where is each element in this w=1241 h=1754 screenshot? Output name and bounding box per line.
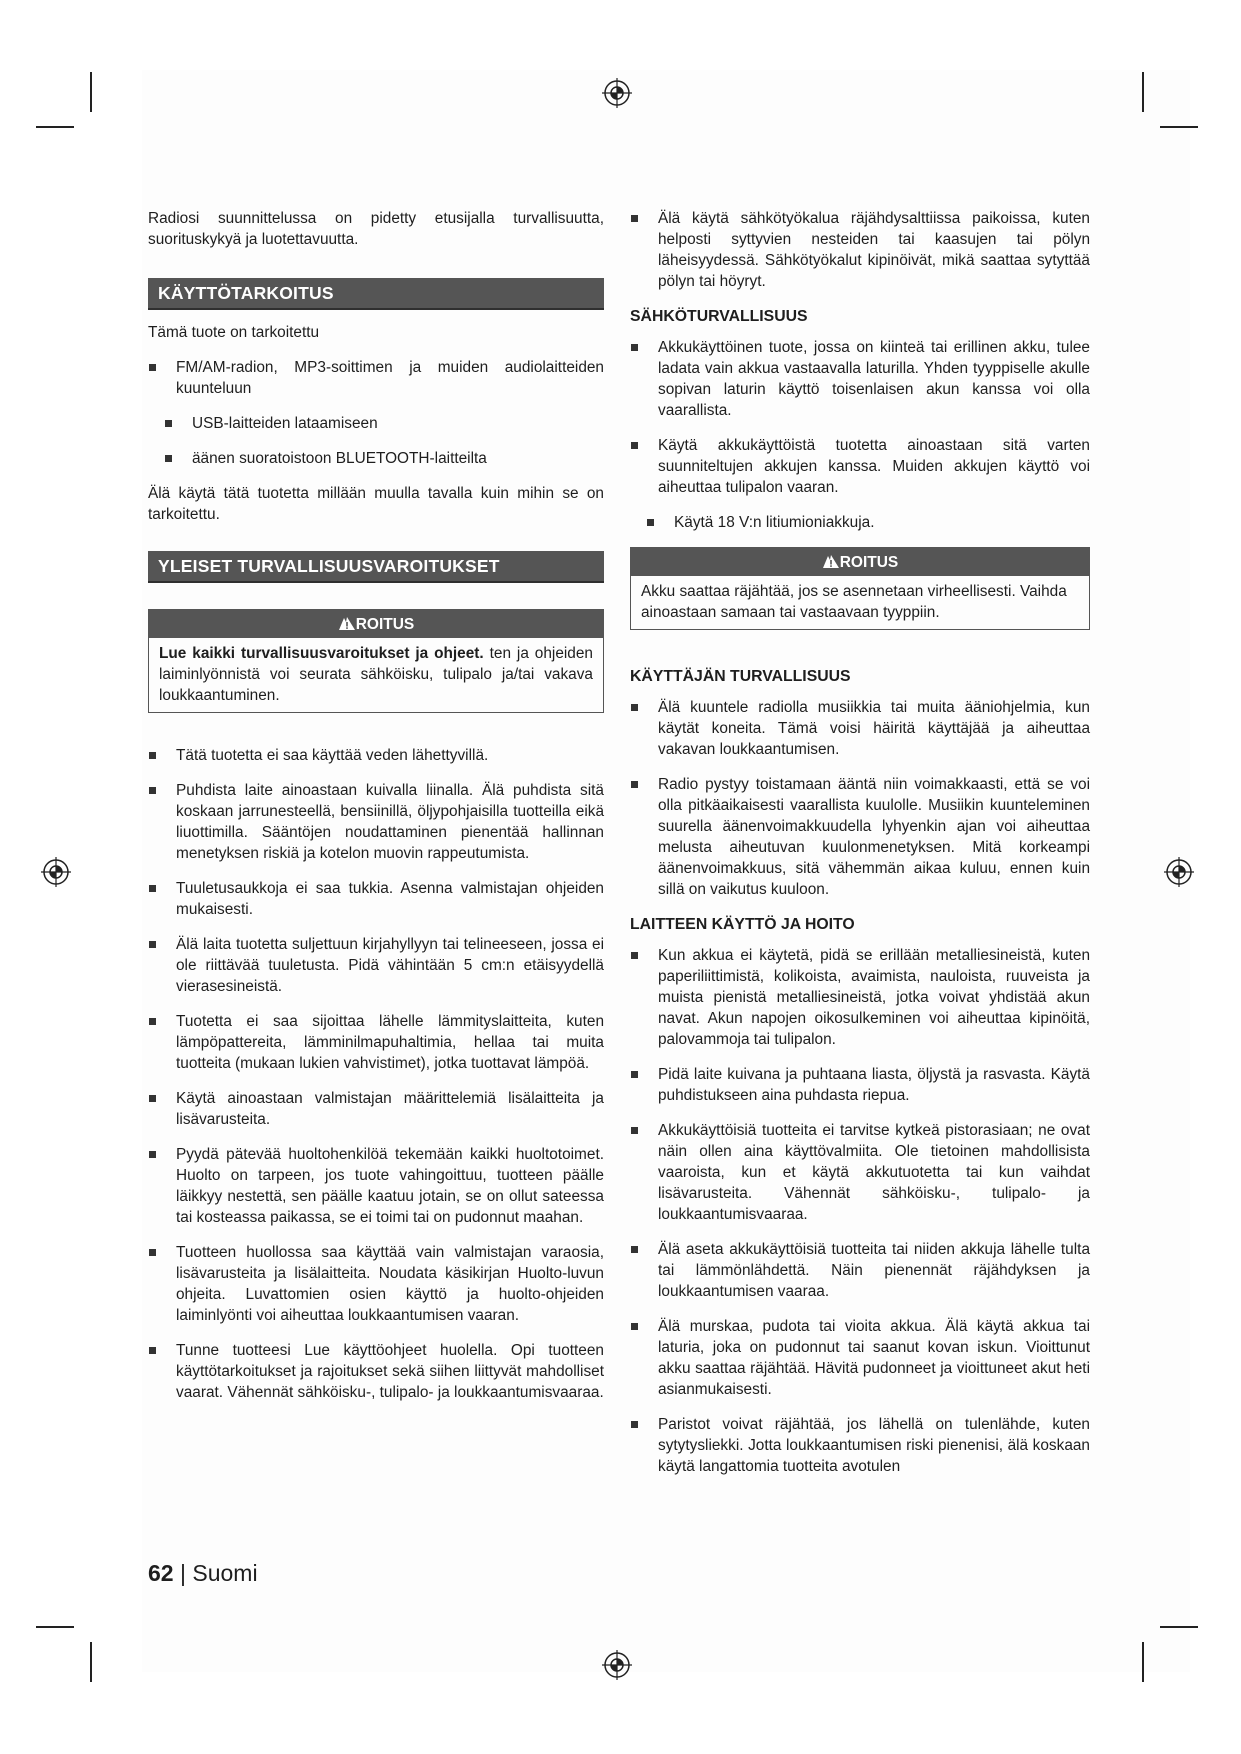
safety-list xyxy=(148,745,604,1403)
list-item: Tuotteen huollossa saa käyttää vain valmistajan varaosia, lisävarusteita ja lisälaitteita. Noudata käsikirjan Huolto-luvun ohjeita. Luvattomien osien käyttö ja huolto-ohjeiden laiminlyönti voi aiheuttaa loukkaantumisen vaaran. xyxy=(148,1242,604,1326)
intro-text: Radiosi suunnittelussa on pidetty etusijalla turvallisuutta, suorituskykyä ja luotettavuutta. xyxy=(148,210,604,248)
list-item: Akkukäyttöisiä tuotteita ei tarvitse kytkeä pistorasiaan; ne ovat näin ollen aina käyttövalmiita. Ole tietoinen mahdollisista vaaroista, kun et käytä akkutuotetta tai kun vaihdat lisävarusteita. Vähennät sähköisku-, tulipalo- ja loukkaantumisvaaraa. xyxy=(630,1120,1090,1225)
warning-bold-text: Lue kaikki turvallisuusvaroitukset ja ohjeet. xyxy=(159,645,484,662)
list-item: Tuotetta ei saa sijoittaa lähelle lämmityslaitteita, kuten lämpöpattereita, lämminilmapuhaltimia, hellaa tai muita tuotteita (mukaan lukien vahvistimet), jotka tuottavat lämpöä. xyxy=(148,1011,604,1074)
warning-title: ROITUS xyxy=(355,616,415,633)
list-item: USB-laitteiden lataamiseen xyxy=(148,413,604,434)
list-item: Paristot voivat räjähtää, jos lähellä on tulenlähde, kuten sytytysliekki. Jotta loukkaantumisen riski pienenisi, älä koskaan käytä langattomia tuotteita avotulen xyxy=(630,1414,1090,1477)
registration-mark-icon xyxy=(41,857,71,887)
list-item: Pidä laite kuivana ja puhtaana liasta, öljystä ja rasvasta. Käytä puhdistukseen aina puhdasta riepua. xyxy=(630,1064,1090,1106)
page-number: 62 xyxy=(148,1560,174,1586)
crop-mark xyxy=(90,1642,92,1682)
section-heading-purpose: KÄYTTÖTARKOITUS xyxy=(148,278,604,310)
list-item: Radio pystyy toistamaan ääntä niin voimakkaasti, että se voi olla pitkäaikaisesti vaarallista kuulolle. Musiikin kuunteleminen suurella äänenvoimakkuudella lyhyenkin ajan voi aiheuttaa melusta aiheutuvan kuulonmenetyksen. Mitä korkeampi äänenvoimakkuus, sitä vähemmän aikaa kuluu, ennen kuin sillä on vaikutus kuuloon. xyxy=(630,774,1090,900)
list-item: Käytä 18 V:n litiumioniakkuja. xyxy=(630,512,1090,533)
purpose-outro: Älä käytä tätä tuotetta millään muulla tavalla kuin mihin se on tarkoitettu. xyxy=(148,485,604,523)
list-item: Älä kuuntele radiolla musiikkia tai muita ääniohjelmia, kun käytät koneita. Tämä voisi häiritä käyttäjää ja aiheuttaa vakavan loukkaantumisen. xyxy=(630,697,1090,760)
list-item: Älä murskaa, pudota tai vioita akkua. Älä käytä akkua tai laturia, joka on pudonnut tai saanut kovan iskun. Vioittunut akku saattaa räjähtää. Hävitä pudonneet ja vioittuneet akut heti asianmukaisesti. xyxy=(630,1316,1090,1400)
list-item: FM/AM-radion, MP3-soittimen ja muiden audiolaitteiden kuunteluun xyxy=(148,357,604,399)
warning-box xyxy=(148,609,604,713)
list-item: Tuuletusaukkoja ei saa tukkia. Asenna valmistajan ohjeiden mukaisesti. xyxy=(148,878,604,920)
list-item: Kun akkua ei käytetä, pidä se erillään metalliesineistä, kuten paperiliittimistä, kolikoista, avaimista, nauloista, ruuveista ja muista pienistä metalliesineistä, jotka voivat yhdistää akun navat. Akun napojen oikosulkeminen voi aiheuttaa kipinöitä, palovammoja tai tulipalon. xyxy=(630,945,1090,1050)
list-item: äänen suoratoistoon BLUETOOTH-laitteilta xyxy=(148,448,604,469)
list-item: Älä käytä sähkötyökalua räjähdysalttiissa paikoissa, kuten helposti syttyvien nesteiden tai kaasujen tai pölyn läheisyydessä. Sähkötyökalut kipinöivät, mikä saattaa sytyttää pölyn tai höyryt. xyxy=(630,208,1090,292)
care-list xyxy=(630,945,1090,1477)
warning-body xyxy=(149,638,603,712)
crop-mark xyxy=(36,1626,74,1628)
purpose-list xyxy=(148,357,604,469)
list-item: Akkukäyttöinen tuote, jossa on kiinteä tai erillinen akku, tulee ladata vain akkua vastaavalla laturilla. Yhden tyyppiselle akulle sopivan laturin käyttö toisenlaisen akun kanssa voi olla vaarallista. xyxy=(630,337,1090,421)
list-item: Puhdista laite ainoastaan kuivalla liinalla. Älä puhdista sitä koskaan jarrunesteellä, bensiinillä, öljypohjaisilla tuotteilla eikä liuottimilla. Sääntöjen noudattaminen pienentää hallinnan menetyksen riskiä ja kotelon muovin rappeutumista. xyxy=(148,780,604,864)
purpose-intro: Tämä tuote on tarkoitettu xyxy=(148,324,320,341)
registration-mark-icon xyxy=(602,78,632,108)
warning-triangle-icon xyxy=(338,616,356,631)
warning-box xyxy=(630,547,1090,630)
warning-text: ten ja ohjeiden laiminlyönnistä voi seurata sähköisku, tulipalo ja/tai vakava loukkaantuminen. xyxy=(159,645,593,704)
section-heading-safety: YLEISET TURVALLISUUSVAROITUKSET xyxy=(148,551,604,583)
warning-header xyxy=(149,610,603,638)
warning-header xyxy=(631,548,1089,576)
user-list xyxy=(630,697,1090,900)
crop-mark xyxy=(1160,126,1198,128)
section-heading-care: LAITTEEN KÄYTTÖ JA HOITO xyxy=(630,916,855,933)
electrical-list xyxy=(630,337,1090,533)
footer-separator: | xyxy=(173,1560,193,1586)
section-heading-user: KÄYTTÄJÄN TURVALLISUUS xyxy=(630,668,851,685)
section-heading-electrical: SÄHKÖTURVALLISUUS xyxy=(630,308,808,325)
registration-mark-icon xyxy=(602,1650,632,1680)
list-item: Älä aseta akkukäyttöisiä tuotteita tai niiden akkuja lähelle tulta tai lämmönlähdettä. Näin pienennät räjähdyksen ja loukkaantumisen vaaraa. xyxy=(630,1239,1090,1302)
crop-mark xyxy=(1142,72,1144,112)
list-item: Tätä tuotetta ei saa käyttää veden lähettyvillä. xyxy=(148,745,604,766)
crop-mark xyxy=(1142,1642,1144,1682)
warning-triangle-icon xyxy=(822,554,840,569)
list-item: Käytä akkukäyttöistä tuotetta ainoastaan sitä varten suunniteltujen akkujen kanssa. Muiden akkujen käyttö voi aiheuttaa tulipalon vaaran. xyxy=(630,435,1090,498)
list-item: Älä laita tuotetta suljettuun kirjahyllyyn tai telineeseen, jossa ei ole riittävää tuuletusta. Pidä vähintään 5 cm:n etäisyydellä vierasesineistä. xyxy=(148,934,604,997)
warning-body: Akku saattaa räjähtää, jos se asennetaan virheellisesti. Vaihda ainoastaan samaan tai vastaavaan tyyppiin. xyxy=(641,583,1067,621)
list-item: Käytä ainoastaan valmistajan määrittelemiä lisälaitteita ja lisävarusteita. xyxy=(148,1088,604,1130)
list-item: Pyydä pätevää huoltohenkilöä tekemään kaikki huoltotoimet. Huolto on tarpeen, jos tuote vahingoittuu, tuotteen päälle läikkyy nestettä, sen päälle kaatuu jotain, se on ollut sateessa tai kosteassa paikassa, se ei toimi tai on pudonnut maahan. xyxy=(148,1144,604,1228)
top-list xyxy=(630,208,1090,292)
right-column xyxy=(630,208,1090,1491)
page-footer xyxy=(148,1560,258,1587)
crop-mark xyxy=(1160,1626,1198,1628)
footer-language: Suomi xyxy=(192,1560,258,1586)
crop-mark xyxy=(90,72,92,112)
left-column xyxy=(148,208,604,1417)
crop-mark xyxy=(36,126,74,128)
warning-title: ROITUS xyxy=(839,554,899,571)
registration-mark-icon xyxy=(1164,857,1194,887)
list-item: Tunne tuotteesi Lue käyttöohjeet huolella. Opi tuotteen käyttötarkoitukset ja rajoitukset sekä siihen liittyvät mahdolliset vaarat. Vähennät sähköisku-, tulipalo- ja loukkaantumisvaaraa. xyxy=(148,1340,604,1403)
